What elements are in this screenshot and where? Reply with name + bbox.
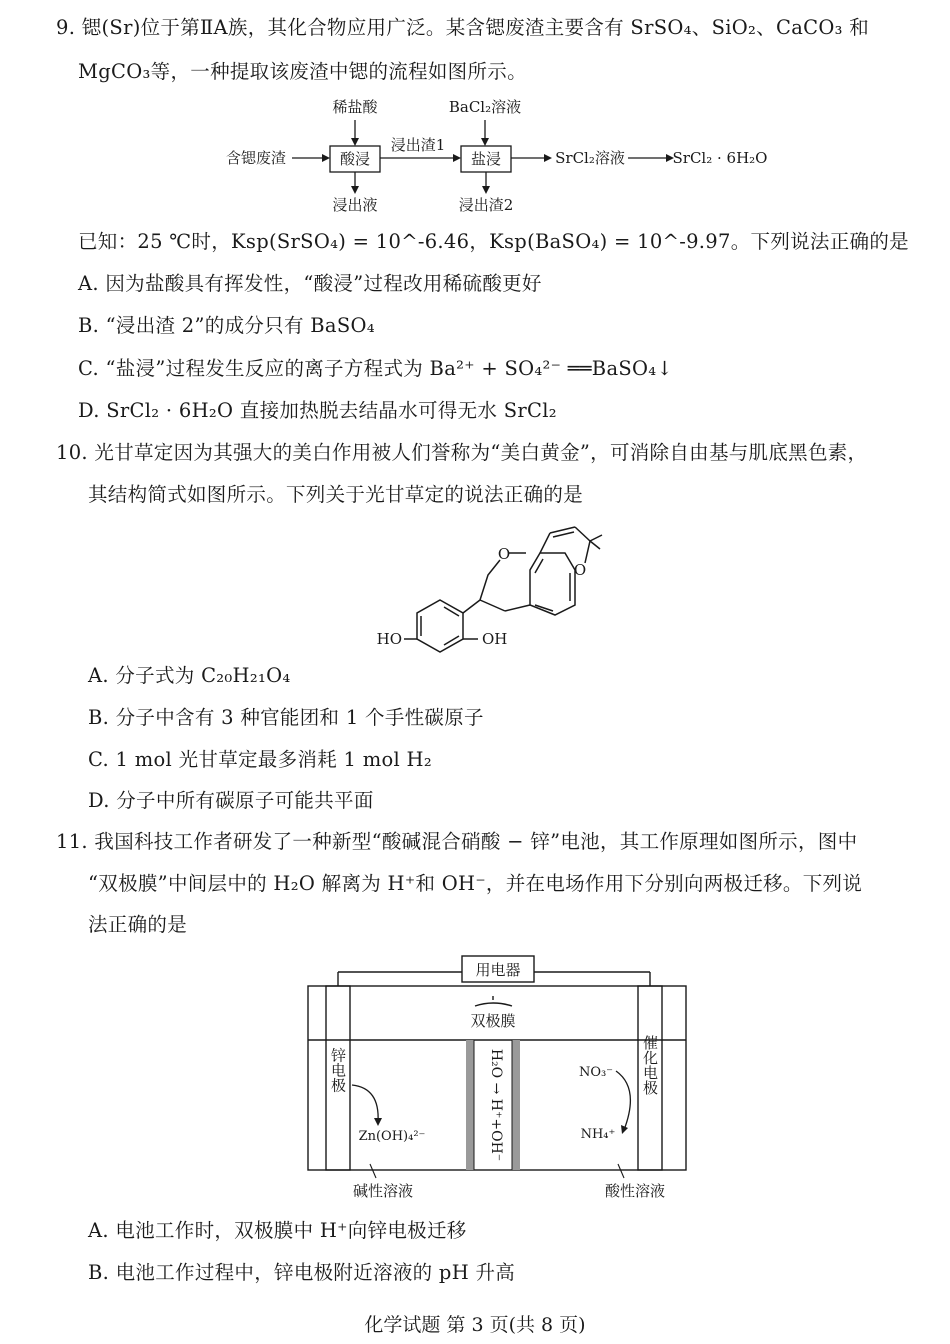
bipolar-membrane-right	[512, 1040, 520, 1170]
ammonium-label: NH₄⁺	[580, 1127, 616, 1142]
alkaline-label: 碱性溶液	[352, 1182, 414, 1200]
device-label: 用电器	[475, 961, 521, 979]
label-ho: HO	[376, 630, 402, 648]
page-footer: 化学试题 第 3 页(共 8 页)	[364, 1314, 586, 1336]
q10-line2: 其结构简式如图所示。下列关于光甘草定的说法正确的是	[88, 483, 584, 506]
catalyst-electrode-label: 催化电极	[641, 1035, 659, 1095]
label-oh: OH	[482, 630, 508, 648]
q10-option-c: C. 1 mol 光甘草定最多消耗 1 mol H₂	[88, 748, 432, 771]
flow-product1: SrCl₂溶液	[555, 149, 625, 167]
nitrate-label: NO₃⁻	[578, 1065, 614, 1080]
q9-flowchart	[0, 90, 950, 220]
q9-option-c: C. “盐浸”过程发生反应的离子方程式为 Ba²⁺ + SO₄²⁻ ══BaSO₄↓	[78, 357, 674, 380]
flow-start: 含锶废渣	[225, 149, 287, 167]
q10-option-b: B. 分子中含有 3 种官能团和 1 个手性碳原子	[88, 706, 484, 729]
q10-line1: 10. 光甘草定因为其强大的美白作用被人们誉称为“美白黄金”，可消除自由基与肌底黑色素，	[56, 441, 868, 464]
q11-line3: 法正确的是	[88, 913, 188, 936]
zinc-product: Zn(OH)₄²⁻	[358, 1129, 426, 1144]
q9-option-d: D. SrCl₂ · 6H₂O 直接加热脱去结晶水可得无水 SrCl₂	[78, 399, 557, 422]
q9-option-b: B. “浸出渣 2”的成分只有 BaSO₄	[78, 314, 375, 337]
q10-option-d: D. 分子中所有碳原子可能共平面	[88, 789, 374, 812]
membrane-label: 双极膜	[470, 1012, 516, 1030]
q9-known: 已知：25 ℃时，Ksp(SrSO₄) = 10^-6.46，Ksp(BaSO₄) = 10^-9.97。下列说法正确的是	[78, 230, 909, 253]
q10-option-a: A. 分子式为 C₂₀H₂₁O₄	[88, 664, 291, 687]
q9-line2: MgCO₃等，一种提取该废渣中锶的流程如图所示。	[78, 60, 527, 83]
q11-option-b: B. 电池工作过程中，锌电极附近溶液的 pH 升高	[88, 1261, 516, 1284]
glabridin-structure	[376, 515, 620, 655]
q9-option-a: A. 因为盐酸具有挥发性，“酸浸”过程改用稀硫酸更好	[78, 272, 542, 295]
flow-mid: 浸出渣1	[390, 136, 446, 154]
membrane-reaction: H₂O → H⁺+OH⁻	[488, 1048, 504, 1162]
q11-option-a: A. 电池工作时，双极膜中 H⁺向锌电极迁移	[88, 1219, 467, 1242]
label-o1: O	[497, 545, 511, 563]
battery-diagram	[290, 950, 700, 1210]
flow-reagent1: 稀盐酸	[332, 98, 378, 116]
flow-step1: 酸浸	[339, 150, 371, 168]
q9-line1: 9. 锶(Sr)位于第ⅡA族，其化合物应用广泛。某含锶废渣主要含有 SrSO₄、SiO₂、CaCO₃ 和	[56, 16, 870, 39]
q11-line1: 11. 我国科技工作者研发了一种新型“酸碱混合硝酸 − 锌”电池，其工作原理如图所示，图中	[56, 830, 858, 853]
flow-product2: SrCl₂ · 6H₂O	[672, 149, 768, 167]
flow-out2: 浸出渣2	[458, 196, 514, 214]
acidic-label: 酸性溶液	[604, 1182, 666, 1200]
bipolar-membrane-left	[466, 1040, 474, 1170]
flow-reagent2: BaCl₂溶液	[448, 98, 522, 116]
flow-step2: 盐浸	[470, 150, 502, 168]
label-o2: O	[573, 561, 587, 579]
flow-out1: 浸出液	[332, 196, 378, 214]
zinc-electrode-label: 锌电极	[329, 1047, 347, 1093]
q11-line2: “双极膜”中间层中的 H₂O 解离为 H⁺和 OH⁻，并在电场作用下分别向两极迁移。下列说	[88, 872, 863, 895]
